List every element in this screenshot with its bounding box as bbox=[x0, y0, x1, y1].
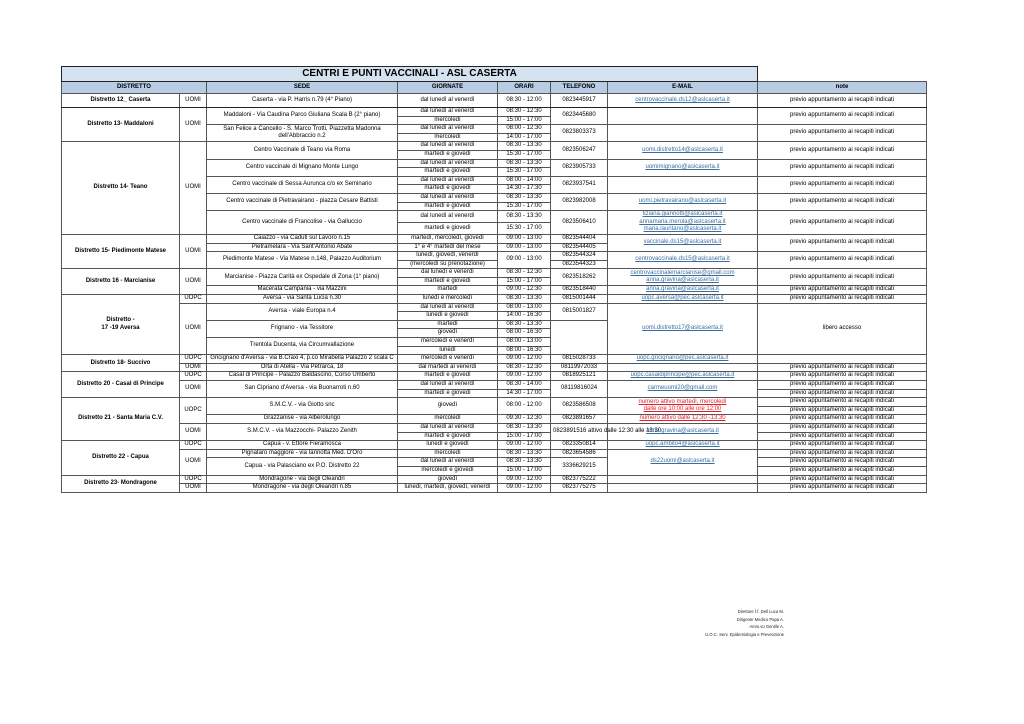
site-address: Pignataro maggiore - via Iannotta Med. D'Oro bbox=[207, 449, 398, 458]
signature-block bbox=[660, 608, 784, 638]
footer-line: U.O.C. Serv. Epidemiologia e Prevenzione bbox=[705, 631, 784, 637]
note: previo appuntamento ai recapiti indicati bbox=[758, 484, 927, 493]
hours: 15:00 - 17:00 bbox=[498, 432, 551, 441]
days: dal lunedì al venerdì bbox=[398, 423, 498, 432]
hours: 08:30 - 13:30 bbox=[498, 295, 551, 304]
district-name: Distretto 13- Maddaloni bbox=[62, 108, 180, 142]
phone-note bbox=[608, 398, 758, 415]
hours: 08:30 - 13:30 bbox=[498, 449, 551, 458]
footer-line: Amm.vo Gentile A. bbox=[749, 624, 784, 630]
district-name-line: Distretto - bbox=[106, 317, 135, 324]
unit-type: UOMI bbox=[180, 94, 207, 108]
days: martedì e giovedì bbox=[398, 185, 498, 194]
email-link[interactable]: centrovaccinale.ds12@aslcaserta.it bbox=[608, 94, 758, 108]
header-distretto: DISTRETTO bbox=[62, 82, 207, 94]
days: mercoledì e venerdì bbox=[398, 355, 498, 364]
hours: 08:30 - 12:30 bbox=[498, 108, 551, 117]
table-row bbox=[62, 372, 927, 381]
email-link[interactable]: uomi.pietravairano@aslcaserta.it bbox=[608, 193, 758, 210]
table-row bbox=[62, 475, 927, 484]
unit-type: UOMI bbox=[180, 303, 207, 355]
unit-type: UOPC bbox=[180, 441, 207, 450]
hours: 08:30 - 13:30 bbox=[498, 320, 551, 329]
days: martedì e giovedì bbox=[398, 150, 498, 159]
email-link[interactable]: vaccinale.ds15@aslcaserta.it bbox=[608, 234, 758, 251]
district-name: Distretto 14- Teano bbox=[62, 142, 180, 235]
table-row bbox=[62, 108, 927, 117]
district-name: Distretto 18- Succivo bbox=[62, 355, 180, 372]
district-name: Distretto 22 - Capua bbox=[62, 441, 180, 475]
hours: 08:30 - 13:30 bbox=[498, 159, 551, 168]
note: previo appuntamento ai recapiti indicati bbox=[758, 381, 927, 390]
header-email: E-MAIL bbox=[608, 82, 758, 94]
note: previo appuntamento ai recapiti indicati bbox=[758, 449, 927, 458]
phone: 0823586508 bbox=[551, 398, 608, 415]
site-address: Trentola Ducenta, via Circumvallazione bbox=[207, 338, 398, 355]
note: previo appuntamento ai recapiti indicati bbox=[758, 159, 927, 176]
site-address: Capua - v. Ettore Fieramosca bbox=[207, 441, 398, 450]
unit-type: UOMI bbox=[180, 269, 207, 295]
site-address: Centro vaccinale di Mignano Monte Lungo bbox=[207, 159, 398, 176]
hours: 09:00 - 12:00 bbox=[498, 372, 551, 381]
note: previo appuntamento ai recapiti indicati bbox=[758, 234, 927, 251]
hours: 09:00 - 13:00 bbox=[498, 234, 551, 243]
site-address: San Felice a Cancello - S. Marco Trotti, Piazzetta Madonna dell'Abbraccio n.2 bbox=[207, 125, 398, 142]
note: previo appuntamento ai recapiti indicati bbox=[758, 176, 927, 193]
days: lunedì, martedì, giovedì, venerdì bbox=[398, 484, 498, 493]
hours: 08:30 - 13:30 bbox=[498, 193, 551, 202]
days: martedì e giovedì bbox=[398, 389, 498, 398]
district-name: Distretto 12_ Caserta bbox=[62, 94, 180, 108]
email-link[interactable]: centrovaccinalemarcianise@gmail.com bbox=[630, 269, 735, 276]
unit-type: UOMI bbox=[180, 484, 207, 493]
days: mercoledì bbox=[398, 133, 498, 142]
phone: 0823506247 bbox=[551, 142, 608, 159]
phone: 0823905733 bbox=[551, 159, 608, 176]
unit-type: UOPC bbox=[180, 355, 207, 364]
phone: 0823544323 bbox=[551, 260, 608, 269]
note: previo appuntamento ai recapiti indicati bbox=[758, 432, 927, 441]
days: martedì bbox=[398, 286, 498, 295]
phone: 0823350814 bbox=[551, 441, 608, 450]
hours: 08:00 - 12:30 bbox=[498, 125, 551, 134]
phone: 0823775222 bbox=[551, 475, 608, 484]
hours: 08:30 - 12:30 bbox=[498, 269, 551, 278]
unit-type: UOMI bbox=[180, 108, 207, 142]
header-giornate: GIORNATE bbox=[398, 82, 498, 94]
hours: 08:30 - 13:30 bbox=[498, 211, 551, 223]
site-address: Capua - via Palasciano ex P.O. Distretto 22 bbox=[207, 458, 398, 475]
header-orari: ORARI bbox=[498, 82, 551, 94]
phone-empty bbox=[551, 320, 608, 354]
title-row bbox=[62, 67, 927, 82]
days: dal martedì al venerdì bbox=[398, 363, 498, 372]
days: lunedì e giovedì bbox=[398, 441, 498, 450]
hours: 08:30 - 12:00 bbox=[498, 94, 551, 108]
hours: 15:00 - 17:00 bbox=[498, 466, 551, 475]
district-name: Distretto 23- Mondragone bbox=[62, 475, 180, 492]
phone: 0823891657 bbox=[551, 415, 608, 424]
days: dal lunedì al venerdì bbox=[398, 159, 498, 168]
hours: 15:30 - 17:00 bbox=[498, 150, 551, 159]
site-address: Gricignano d'Aversa - via B.Craxi 4, p.co Mirabella Palazzo 2 scala C bbox=[207, 355, 398, 364]
unit-type: UOPC bbox=[180, 295, 207, 304]
hours: 08:30 - 13:30 bbox=[498, 458, 551, 467]
district-name: Distretto 16 - Marcianise bbox=[62, 269, 180, 295]
table-row bbox=[62, 484, 927, 493]
days: martedì e giovedì bbox=[398, 168, 498, 177]
site-address: Frignano - via Tessitore bbox=[207, 320, 398, 337]
site-address: Aversa - viale Europa n.4 bbox=[207, 303, 398, 320]
phone: 0823445917 bbox=[551, 94, 608, 108]
days: martedì, mercoledì, giovedì bbox=[398, 234, 498, 243]
header-note: note bbox=[758, 82, 927, 94]
hours: 08:00 - 16:30 bbox=[498, 329, 551, 338]
days: lunedì e mercoledì bbox=[398, 295, 498, 304]
days: mercoledì bbox=[398, 449, 498, 458]
email-link[interactable]: tiziana.giannotti@aslcaserta.it bbox=[642, 211, 723, 218]
site-address: Mondragone - via degli Oleandri n.85 bbox=[207, 484, 398, 493]
hours: 15:30 - 17:00 bbox=[498, 223, 551, 235]
days: giovedì bbox=[398, 398, 498, 415]
note: previo appuntamento ai recapiti indicati bbox=[758, 193, 927, 210]
days: dal lunedì al venerdì bbox=[398, 108, 498, 117]
phone: 0823544324 bbox=[551, 252, 608, 261]
email-link[interactable]: uopc.gricignano@pec.aslcaserta.it bbox=[608, 355, 758, 364]
days: dal lunedì al venerdì bbox=[398, 193, 498, 202]
days: (mercoledì su prenotazione) bbox=[398, 260, 498, 269]
days: mercoledì e giovedì bbox=[398, 466, 498, 475]
hours: 14:30 - 17:00 bbox=[498, 389, 551, 398]
email-link[interactable]: uopc.ambito4@aslcaserta.it bbox=[608, 441, 758, 450]
table-row bbox=[62, 94, 927, 108]
note: previo appuntamento ai recapiti indicati bbox=[758, 372, 927, 381]
phone-availability-note: numero attivo martedì, mercoledì bbox=[638, 398, 727, 405]
site-address: Casal di Principe - Palazzo Baldascino, Corso Umberto bbox=[207, 372, 398, 381]
email-link[interactable]: uopc.casaldiprincipe@pec.aslcaserta.it bbox=[608, 372, 758, 381]
email-link[interactable]: uomimignano@aslcaserta.it bbox=[608, 159, 758, 176]
phone: 08119816024 bbox=[551, 381, 608, 398]
site-address: San Cipriano d'Aversa - via Buonarroti n.60 bbox=[207, 381, 398, 398]
days: dal lunedì al venerdì bbox=[398, 176, 498, 185]
note: previo appuntamento ai recapiti indicati bbox=[758, 406, 927, 415]
email-empty bbox=[608, 176, 758, 193]
phone: 0823654586 bbox=[551, 449, 608, 458]
table-row bbox=[62, 269, 927, 278]
site-address: Centro vaccinale di Francolise - via Galluccio bbox=[207, 211, 398, 235]
days: martedì e giovedì bbox=[398, 202, 498, 211]
phone-availability-note: dalle ore 10:00 alle ore 12:00 bbox=[643, 406, 722, 413]
days: dal lunedì al venerdì bbox=[398, 303, 498, 312]
email-empty bbox=[608, 363, 758, 372]
days: giovedì bbox=[398, 329, 498, 338]
site-address: Maddaloni - Via Caudina Parco Giuliana Scala B (2° piano) bbox=[207, 108, 398, 125]
unit-type: UOMI bbox=[180, 142, 207, 235]
table-row bbox=[62, 449, 927, 458]
email-link[interactable]: uomi.distretto17@aslcaserta.it bbox=[608, 303, 758, 355]
site-address: Orta di Atella - Via Petrarca, 18 bbox=[207, 363, 398, 372]
table-row bbox=[62, 423, 927, 432]
days: 1° e 4° martedì del mese bbox=[398, 243, 498, 252]
email-empty bbox=[608, 475, 758, 484]
unit-type: UOPC bbox=[180, 475, 207, 484]
phone: 0815001827 bbox=[551, 303, 608, 320]
footer-line: Dirigente Medico Papa A. bbox=[736, 616, 784, 622]
site-address: Macerata Campania - via Mazzini bbox=[207, 286, 398, 295]
days: martedì bbox=[398, 320, 498, 329]
unit-type: UOMI bbox=[180, 363, 207, 372]
phone: 0823937541 bbox=[551, 176, 608, 193]
table-row bbox=[62, 363, 927, 372]
hours: 08:30 - 13:30 bbox=[498, 423, 551, 432]
phone: 3336629215 bbox=[551, 458, 608, 475]
hours: 09:00 - 12:30 bbox=[498, 286, 551, 295]
note: previo appuntamento ai recapiti indicati bbox=[758, 269, 927, 286]
days: dal lunedì al venerdì bbox=[398, 94, 498, 108]
unit-type: UOPC bbox=[180, 398, 207, 424]
phone: 0818925121 bbox=[551, 372, 608, 381]
unit-type: UOMI bbox=[180, 449, 207, 475]
district-name: Distretto 15- Piedimonte Matese bbox=[62, 234, 180, 268]
days: mercoledì bbox=[398, 116, 498, 125]
note: libero accesso bbox=[758, 303, 927, 355]
table-row bbox=[62, 381, 927, 390]
hours: 08:00 - 12:00 bbox=[498, 398, 551, 415]
hours: 08:00 - 13:00 bbox=[498, 303, 551, 312]
phone: 0823803373 bbox=[551, 125, 608, 142]
phone: 0823518262 bbox=[551, 269, 608, 286]
header-telefono: TELEFONO bbox=[551, 82, 608, 94]
email-link[interactable]: anna.gravina@aslcaserta.it bbox=[646, 277, 719, 284]
days: dal lunedì al venerdì bbox=[398, 211, 498, 223]
note: previo appuntamento ai recapiti indicati bbox=[758, 286, 927, 295]
days: dal lunedì al venerdì bbox=[398, 142, 498, 151]
email-empty bbox=[608, 125, 758, 142]
site-address: S.M.C.V. - via Giotto snc bbox=[207, 398, 398, 415]
days: lunedì bbox=[398, 346, 498, 355]
days: lunedì e giovedì bbox=[398, 312, 498, 321]
table-row bbox=[62, 303, 927, 312]
email-link[interactable]: ds22uomi@aslcaserta.it bbox=[608, 449, 758, 475]
days: martedì e giovedì bbox=[398, 277, 498, 286]
note: previo appuntamento ai recapiti indicati bbox=[758, 142, 927, 159]
days: martedì e giovedì bbox=[398, 223, 498, 235]
district-name: Distretto 21 - Santa Maria C.V. bbox=[62, 398, 180, 441]
table-row bbox=[62, 295, 927, 304]
vaccination-centers-table bbox=[61, 66, 927, 493]
header-row bbox=[62, 82, 927, 94]
phone-availability-note: numero attivo dalle 12:30 -13:30 bbox=[608, 415, 758, 424]
hours: 09:00 - 12:00 bbox=[498, 355, 551, 364]
hours: 14:00 - 17:00 bbox=[498, 133, 551, 142]
footer-line: Direttore f.f. Dell Luca M. bbox=[737, 609, 784, 614]
note: previo appuntamento ai recapiti indicati bbox=[758, 211, 927, 235]
note-empty bbox=[758, 355, 927, 364]
hours: 09:00 - 13:00 bbox=[498, 252, 551, 269]
phone: 0823775275 bbox=[551, 484, 608, 493]
site-address: Centro vaccinale di Sessa Aurunca c/o ex Seminario bbox=[207, 176, 398, 193]
email-link[interactable]: maria.lauritano@aslcaserta.it bbox=[643, 226, 722, 233]
email-link[interactable]: centrovaccinale.ds15@aslcaserta.it bbox=[608, 252, 758, 269]
note: previo appuntamento ai recapiti indicati bbox=[758, 415, 927, 424]
unit-type: UOMI bbox=[180, 423, 207, 440]
email-link[interactable]: anna.gravina@aslcaserta.it bbox=[608, 423, 758, 440]
hours: 08:30 - 14:00 bbox=[498, 381, 551, 390]
vaccination-centers-sheet bbox=[61, 66, 926, 493]
unit-type: UOPC bbox=[180, 372, 207, 381]
site-address: Caserta - via P. Harris n.79 (4° Piano) bbox=[207, 94, 398, 108]
hours: 09:00 - 12:00 bbox=[498, 484, 551, 493]
hours: 14:00 - 16:30 bbox=[498, 312, 551, 321]
phone: 0823518440 bbox=[551, 286, 608, 295]
site-address: Grazzanise - via Alberolungo bbox=[207, 415, 398, 424]
note: previo appuntamento ai recapiti indicati bbox=[758, 423, 927, 432]
table-row bbox=[62, 441, 927, 450]
site-address: Mondragone - via degli Oleandri bbox=[207, 475, 398, 484]
note: previo appuntamento ai recapiti indicati bbox=[758, 441, 927, 450]
days: dal lunedì e venerdì bbox=[398, 269, 498, 278]
site-address: Piedimonte Matese - Via Matese n.148, Palazzo Auditorium bbox=[207, 252, 398, 269]
site-address: Aversa - via Santa Lucia n.30 bbox=[207, 295, 398, 304]
unit-type: UOMI bbox=[180, 381, 207, 398]
note: previo appuntamento ai recapiti indicati bbox=[758, 94, 927, 108]
days: giovedì bbox=[398, 475, 498, 484]
note: previo appuntamento ai recapiti indicati bbox=[758, 108, 927, 125]
hours: 08:00 - 14:00 bbox=[498, 176, 551, 185]
hours: 09:30 - 12:30 bbox=[498, 415, 551, 424]
site-address: Centro vaccinale di Pietravairano - piazza Cesare Battisti bbox=[207, 193, 398, 210]
note: previo appuntamento ai recapiti indicati bbox=[758, 125, 927, 142]
site-address: Caiazzo - via Caduti sul Lavoro n.15 bbox=[207, 234, 398, 243]
phone: 0823544405 bbox=[551, 243, 608, 252]
hours: 09:00 - 12:00 bbox=[498, 475, 551, 484]
district-name: Distretto 20 - Casal di Principe bbox=[62, 372, 180, 398]
email-empty bbox=[608, 108, 758, 125]
days: mercoledì e venerdì bbox=[398, 338, 498, 347]
email-link[interactable]: anna.gravina@aslcaserta.it bbox=[608, 286, 758, 295]
hours: 08:00 - 13:00 bbox=[498, 338, 551, 347]
days: dal lunedì al venerdì bbox=[398, 458, 498, 467]
table-row bbox=[62, 142, 927, 151]
district-name bbox=[62, 295, 180, 355]
email-group bbox=[608, 269, 758, 286]
email-link[interactable]: uomi.distretto14@aslcaserta.it bbox=[608, 142, 758, 159]
district-name-line: 17 -19 Aversa bbox=[101, 324, 140, 331]
hours: 15:30 - 17:00 bbox=[498, 168, 551, 177]
unit-type: UOMI bbox=[180, 234, 207, 268]
email-link[interactable]: annamaria.merola@aslcaserta.it bbox=[639, 218, 726, 225]
phone: 0815001444 bbox=[551, 295, 608, 304]
hours: 08:00 - 16:30 bbox=[498, 346, 551, 355]
hours: 09:00 - 13:00 bbox=[498, 243, 551, 252]
note: previo appuntamento ai recapiti indicati bbox=[758, 466, 927, 475]
table-row bbox=[62, 398, 927, 407]
note: previo appuntamento ai recapiti indicati bbox=[758, 252, 927, 269]
hours: 09:00 - 12:00 bbox=[498, 441, 551, 450]
days: lunedì, giovedì, venerdì bbox=[398, 252, 498, 261]
note: previo appuntamento ai recapiti indicati bbox=[758, 295, 927, 304]
site-address: Marcianise - Piazza Carità ex Ospedale di Zona (1° piano) bbox=[207, 269, 398, 286]
site-address: Pietramelara - Via Sant'Antonio Abate bbox=[207, 243, 398, 252]
email-link[interactable]: uopc.aversa@pec.aslcaserta.it bbox=[608, 295, 758, 304]
phone: 0823445680 bbox=[551, 108, 608, 125]
email-link[interactable]: carmeuomi20@gmail.com bbox=[608, 381, 758, 398]
hours: 15:30 - 17:00 bbox=[498, 202, 551, 211]
hours: 08:30 - 12:30 bbox=[498, 363, 551, 372]
hours: 15:00 - 17:00 bbox=[498, 116, 551, 125]
phone: 0823506410 bbox=[551, 211, 608, 235]
phone: 0823982008 bbox=[551, 193, 608, 210]
note: previo appuntamento ai recapiti indicati bbox=[758, 389, 927, 398]
page-title: CENTRI E PUNTI VACCINALI - ASL CASERTA bbox=[62, 67, 758, 82]
hours: 15:00 - 17:00 bbox=[498, 277, 551, 286]
site-address: Centro Vaccinale di Teano via Roma bbox=[207, 142, 398, 159]
note: previo appuntamento ai recapiti indicati bbox=[758, 363, 927, 372]
days: mercoledì bbox=[398, 415, 498, 424]
days: martedì e giovedì bbox=[398, 372, 498, 381]
email-group bbox=[608, 211, 758, 235]
hours: 08:30 - 13:30 bbox=[498, 142, 551, 151]
phone: 0823544404 bbox=[551, 234, 608, 243]
phone: 0823891516 attivo dalle 12:30 alle 13:30 bbox=[551, 423, 608, 440]
days: martedì e giovedì bbox=[398, 432, 498, 441]
note: previo appuntamento ai recapiti indicati bbox=[758, 398, 927, 407]
phone: 0815028733 bbox=[551, 355, 608, 364]
site-address: S.M.C.V. - via Mazzocchi- Palazzo Zenith bbox=[207, 423, 398, 440]
hours: 14:30 - 17:30 bbox=[498, 185, 551, 194]
table-row bbox=[62, 234, 927, 243]
note: previo appuntamento ai recapiti indicati bbox=[758, 475, 927, 484]
note: previo appuntamento ai recapiti indicati bbox=[758, 458, 927, 467]
days: dal lunedì al venerdì bbox=[398, 125, 498, 134]
header-sede: SEDE bbox=[207, 82, 398, 94]
email-empty bbox=[608, 484, 758, 493]
days: dal lunedì al venerdì bbox=[398, 381, 498, 390]
phone: 08119972033 bbox=[551, 363, 608, 372]
